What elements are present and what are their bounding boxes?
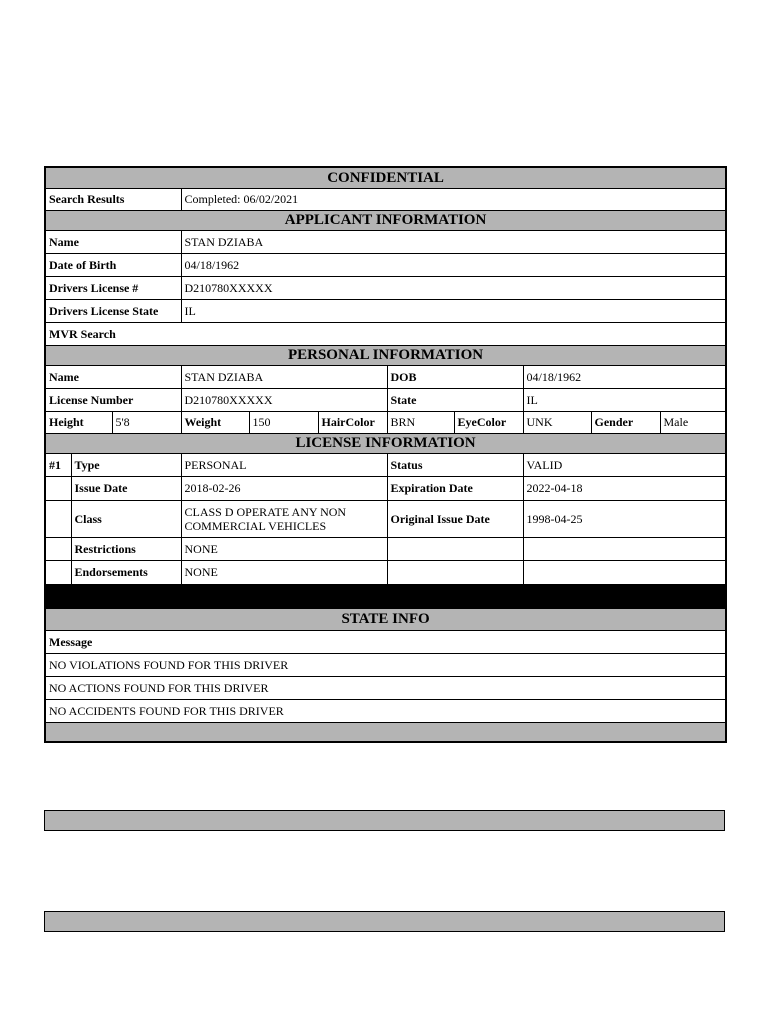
message-label: Message — [45, 630, 726, 653]
state-message: NO ACCIDENTS FOUND FOR THIS DRIVER — [45, 699, 726, 722]
personal-state-label: State — [387, 388, 523, 411]
license-index-blank — [45, 500, 71, 537]
mvr-search-label: MVR Search — [45, 322, 726, 345]
license-index-blank — [45, 537, 71, 560]
personal-name-label: Name — [45, 365, 181, 388]
license-index: #1 — [45, 453, 71, 476]
applicant-name-label: Name — [45, 230, 181, 253]
license-info-heading: LICENSE INFORMATION — [45, 433, 726, 453]
license-index-blank — [45, 560, 71, 584]
mvr-report-table — [44, 166, 727, 743]
license-number-value: D210780XXXXX — [181, 388, 387, 411]
gender-label: Gender — [591, 411, 660, 433]
weight-value: 150 — [249, 411, 318, 433]
license-status-label: Status — [387, 453, 523, 476]
hair-color-label: HairColor — [318, 411, 387, 433]
class-value: CLASS D OPERATE ANY NON COMMERCIAL VEHICLES — [181, 500, 387, 537]
black-separator-bar — [45, 584, 726, 608]
search-results-label: Search Results — [45, 188, 181, 210]
state-message: NO ACTIONS FOUND FOR THIS DRIVER — [45, 676, 726, 699]
weight-label: Weight — [181, 411, 249, 433]
license-number-label: License Number — [45, 388, 181, 411]
personal-info-heading: PERSONAL INFORMATION — [45, 345, 726, 365]
license-index-blank — [45, 476, 71, 500]
license-type-label: Type — [71, 453, 181, 476]
issue-date-label: Issue Date — [71, 476, 181, 500]
expiration-date-value: 2022-04-18 — [523, 476, 726, 500]
personal-name-value: STAN DZIABA — [181, 365, 387, 388]
applicant-info-heading: APPLICANT INFORMATION — [45, 210, 726, 230]
applicant-dl-state-value: IL — [181, 299, 726, 322]
empty-cell — [523, 537, 726, 560]
applicant-dob-value: 04/18/1962 — [181, 253, 726, 276]
empty-cell — [387, 560, 523, 584]
eye-color-value: UNK — [523, 411, 591, 433]
expiration-date-label: Expiration Date — [387, 476, 523, 500]
restrictions-value: NONE — [181, 537, 387, 560]
original-issue-date-value: 1998-04-25 — [523, 500, 726, 537]
restrictions-label: Restrictions — [71, 537, 181, 560]
license-status-value: VALID — [523, 453, 726, 476]
search-results-value: Completed: 06/02/2021 — [181, 188, 726, 210]
height-label: Height — [45, 411, 112, 433]
height-value: 5'8 — [112, 411, 181, 433]
original-issue-date-label: Original Issue Date — [387, 500, 523, 537]
applicant-dob-label: Date of Birth — [45, 253, 181, 276]
empty-cell — [387, 537, 523, 560]
state-info-heading: STATE INFO — [45, 608, 726, 630]
issue-date-value: 2018-02-26 — [181, 476, 387, 500]
state-message: NO VIOLATIONS FOUND FOR THIS DRIVER — [45, 653, 726, 676]
eye-color-label: EyeColor — [454, 411, 523, 433]
gender-value: Male — [660, 411, 726, 433]
applicant-name-value: STAN DZIABA — [181, 230, 726, 253]
applicant-dl-value: D210780XXXXX — [181, 276, 726, 299]
personal-state-value: IL — [523, 388, 726, 411]
grey-divider-bar — [44, 810, 725, 831]
empty-cell — [523, 560, 726, 584]
confidential-heading: CONFIDENTIAL — [45, 167, 726, 188]
endorsements-value: NONE — [181, 560, 387, 584]
endorsements-label: Endorsements — [71, 560, 181, 584]
personal-dob-value: 04/18/1962 — [523, 365, 726, 388]
hair-color-value: BRN — [387, 411, 454, 433]
grey-footer-bar — [45, 722, 726, 742]
grey-divider-bar — [44, 911, 725, 932]
license-type-value: PERSONAL — [181, 453, 387, 476]
class-label: Class — [71, 500, 181, 537]
personal-dob-label: DOB — [387, 365, 523, 388]
applicant-dl-state-label: Drivers License State — [45, 299, 181, 322]
applicant-dl-label: Drivers License # — [45, 276, 181, 299]
